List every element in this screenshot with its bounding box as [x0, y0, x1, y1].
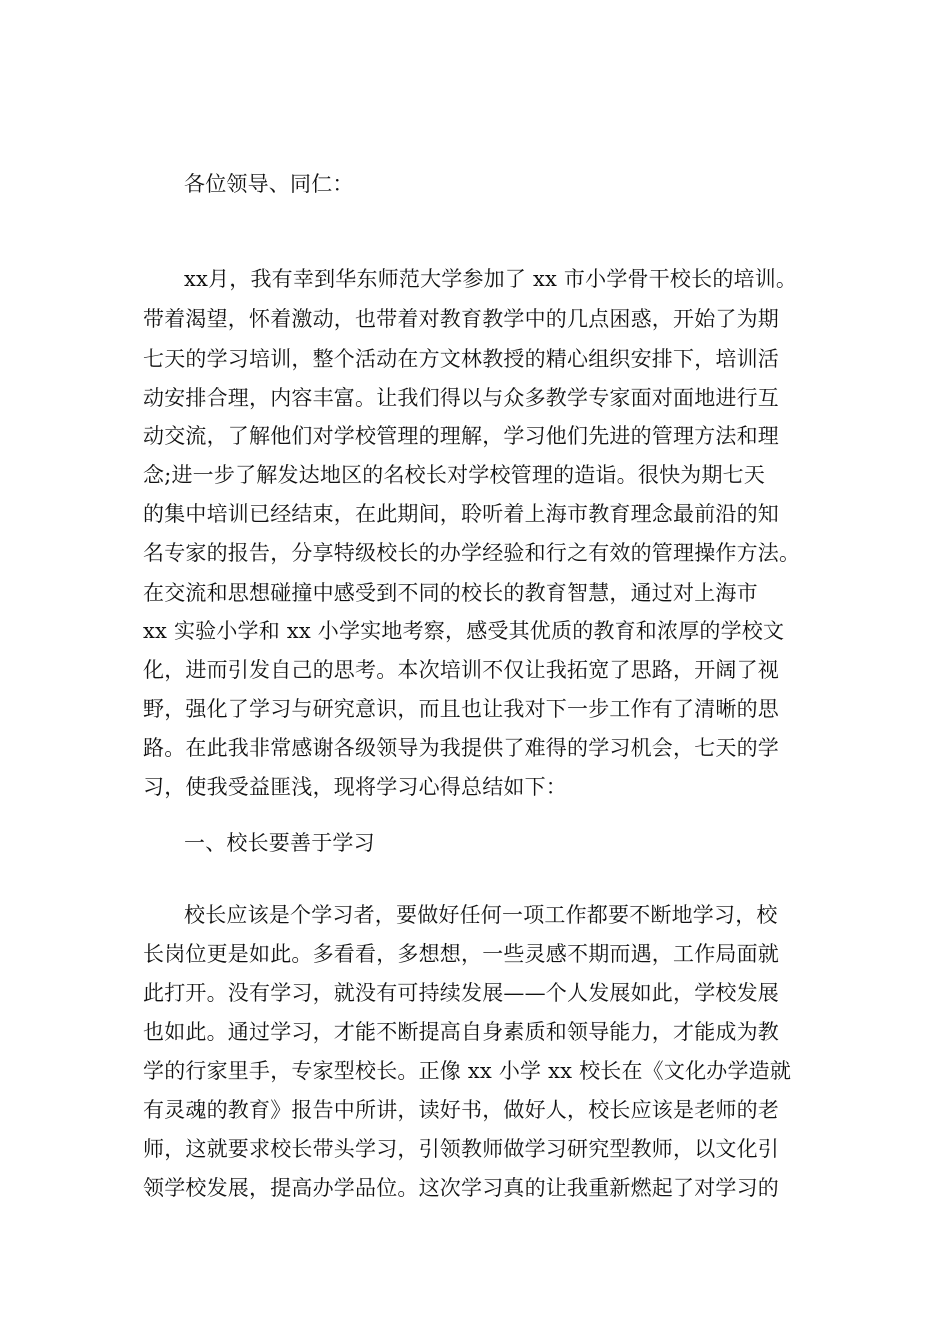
paragraph-line: 动安排合理，内容丰富。让我们得以与众多教学专家面对面地进行互 [143, 386, 779, 410]
paragraph-line: 念;进一步了解发达地区的名校长对学校管理的造诣。很快为期七天 [143, 463, 766, 487]
paragraph-line: 野，强化了学习与研究意识，而且也让我对下一步工作有了清晰的思 [143, 697, 779, 721]
paragraph-line: 七天的学习培训，整个活动在方文林教授的精心组织安排下，培训活 [143, 347, 779, 371]
paragraph-line: 学的行家里手，专家型校长。正像 xx 小学 xx 校长在《文化办学造就 [143, 1059, 792, 1083]
paragraph-line: xx月，我有幸到华东师范大学参加了 xx 市小学骨干校长的培训。 [184, 267, 798, 291]
salutation: 各位领导、同仁： [184, 172, 354, 196]
paragraph-line: 在交流和思想碰撞中感受到不同的校长的教育智慧，通过对上海市 [143, 581, 758, 605]
paragraph-line: 名专家的报告，分享特级校长的办学经验和行之有效的管理操作方法。 [143, 541, 801, 565]
paragraph-line: 领学校发展，提高办学品位。这次学习真的让我重新燃起了对学习的 [143, 1176, 779, 1200]
paragraph-line: 校长应该是个学习者，要做好任何一项工作都要不断地学习，校 [184, 903, 778, 927]
paragraph-line: 此打开。没有学习，就没有可持续发展——个人发展如此，学校发展 [143, 981, 779, 1005]
paragraph-line: 的集中培训已经结束，在此期间，聆听着上海市教育理念最前沿的知 [143, 502, 779, 526]
paragraph-line: 师，这就要求校长带头学习，引领教师做学习研究型教师，以文化引 [143, 1137, 779, 1161]
paragraph-line: 路。在此我非常感谢各级领导为我提供了难得的学习机会，七天的学 [143, 736, 779, 760]
section-heading: 一、校长要善于学习 [184, 831, 375, 855]
paragraph-line: 也如此。通过学习，才能不断提高自身素质和领导能力，才能成为教 [143, 1020, 779, 1044]
paragraph-line: 化，进而引发自己的思考。本次培训不仅让我拓宽了思路，开阔了视 [143, 658, 779, 682]
paragraph-line: 长岗位更是如此。多看看，多想想，一些灵感不期而遇，工作局面就 [143, 942, 779, 966]
paragraph-line: 动交流，了解他们对学校管理的理解，学习他们先进的管理方法和理 [143, 424, 779, 448]
paragraph-line: 带着渴望，怀着激动，也带着对教育教学中的几点困惑，开始了为期 [143, 307, 779, 331]
paragraph-line: 习，使我受益匪浅，现将学习心得总结如下： [143, 775, 567, 799]
paragraph-line: xx 实验小学和 xx 小学实地考察，感受其优质的教育和浓厚的学校文 [143, 619, 785, 643]
paragraph-line: 有灵魂的教育》报告中所讲，读好书，做好人，校长应该是老师的老 [143, 1098, 779, 1122]
